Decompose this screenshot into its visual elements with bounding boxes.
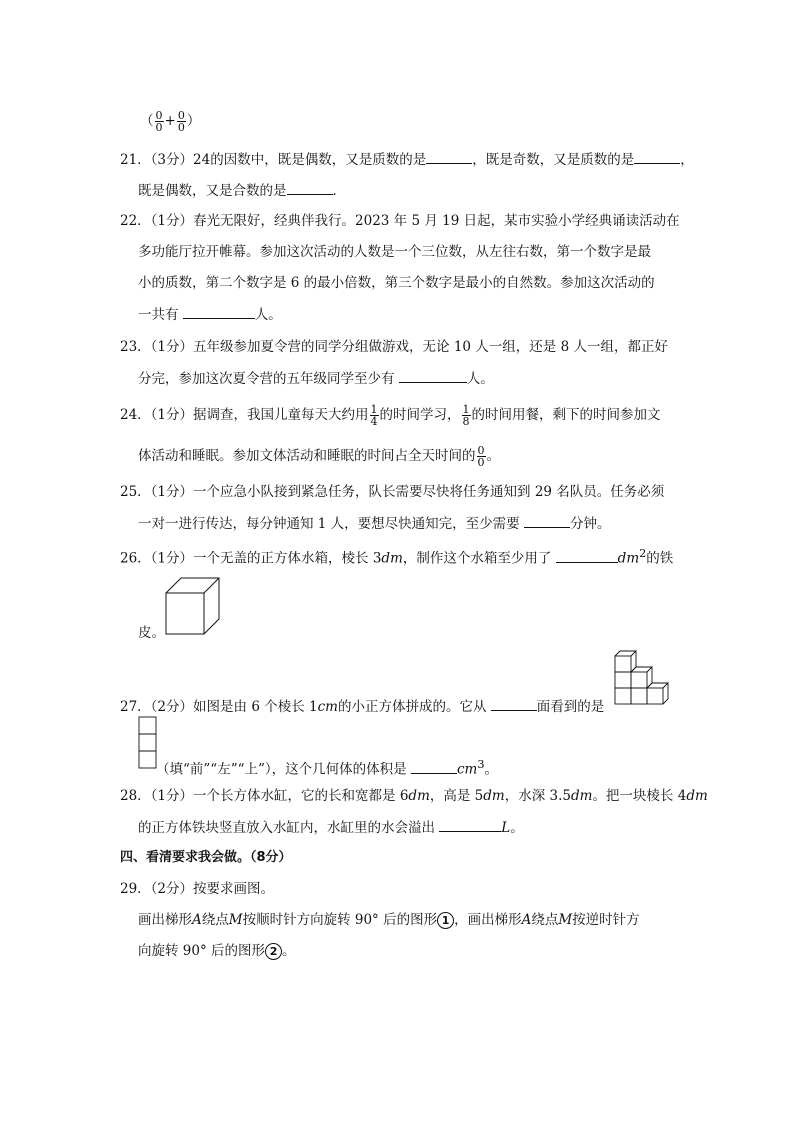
question-number: 21．（3分）: [120, 152, 194, 168]
fraction: $\frac{0}{0}$: [155, 109, 163, 134]
question-29-line-1: 29．（2分）按要求画图。: [120, 881, 275, 897]
question-25-line-1: 25．（1分）一个应急小队接到紧急任务，队长需要尽快将任务通知到 29 名队员。任务必须: [120, 484, 665, 500]
question-25-line-2: 一对一进行传达，每分钟通知 1 人，要想尽快通知完，至少需要 分钟。: [138, 516, 611, 532]
question-26-line-2: 皮。: [138, 625, 165, 641]
open-cube-figure: [165, 576, 221, 636]
answer-blank[interactable]: [399, 369, 467, 383]
fraction: $\frac{1}{8}$: [462, 403, 470, 428]
question-26-line-1: 26．（1分）一个无盖的正方体水箱，棱长 3dm，制作这个水箱至少用了 $dm^2$的铁: [120, 547, 674, 567]
circled-number: 2: [265, 943, 282, 960]
cube-stack-figure: [614, 650, 676, 708]
question-27-line-2: （填“前”“左”“上”），这个几何体的体积是 $cm^3$。: [156, 758, 499, 778]
question-number: 27．（2分）: [120, 699, 194, 715]
fraction: $\frac{0}{0}$: [177, 109, 185, 134]
answer-blank[interactable]: [524, 514, 570, 528]
question-27-line-1: 27．（2分）如图是由 6 个棱长 1cm的小正方体拼成的。它从 面看到的是: [120, 699, 605, 715]
question-28-line-1: 28．（1分）一个长方体水缸，它的长和宽都是 6dm，高是 5dm，水深 3.5dm。把一块棱长 4dm: [120, 788, 708, 804]
question-number: 24．（1分）: [120, 407, 194, 423]
view-figure-column: [138, 716, 158, 772]
question-28-line-2: 的正方体铁块竖直放入水缸内，水缸里的水会溢出 L。: [138, 820, 524, 836]
answer-blank[interactable]: [183, 305, 255, 319]
question-21-line-1: 21．（3分）24的因数中，既是偶数，又是质数的是 ，既是奇数，又是质数的是 ，: [120, 152, 694, 168]
answer-blank[interactable]: [426, 150, 472, 164]
section-4-heading: 四、看清要求我会做。（8分）: [120, 850, 292, 865]
question-number: 23．（1分）: [120, 339, 194, 355]
question-22-line-1: 22．（1分）春光无限好，经典伴我行。2023 年 5 月 19 日起，某市实验小学经典诵读活动在: [120, 213, 680, 229]
question-23-line-2: 分完，参加这次夏令营的五年级同学至少有 人。: [138, 371, 494, 387]
question-number: 22．（1分）: [120, 213, 194, 229]
answer-blank[interactable]: [439, 818, 501, 832]
question-number: 25．（1分）: [120, 484, 194, 500]
top-fraction-expression: （ $\frac{0}{0}$ + $\frac{0}{0}$ ）: [140, 109, 201, 134]
answer-blank[interactable]: [491, 697, 537, 711]
question-number: 29．（2分）: [120, 881, 194, 897]
question-number: 28．（1分）: [120, 788, 194, 804]
fraction: $\frac{0}{0}$: [477, 444, 485, 469]
question-number: 26．（1分）: [120, 550, 194, 567]
circled-number: 1: [437, 912, 454, 929]
answer-blank[interactable]: [634, 150, 680, 164]
question-22-line-2: 多功能厅拉开帷幕。参加这次活动的人数是一个三位数，从左往右数，第一个数字是最: [138, 244, 651, 260]
question-21-line-2: 既是偶数，又是合数的是 ．: [138, 183, 346, 199]
question-29-line-2: 画出梯形A绕点M按顺时针方向旋转 90° 后的图形 1 ，画出梯形A绕点M按逆时针方: [138, 912, 640, 928]
question-22-line-3: 小的质数，第二个数字是 6 的最小倍数，第三个数字是最小的自然数。参加这次活动的: [138, 275, 655, 291]
question-29-line-3: 向旋转 90° 后的图形 2 。: [138, 943, 296, 959]
question-22-line-4: 一共有 人。: [138, 307, 282, 323]
question-24-line-1: 24．（1分）据调查，我国儿童每天大约用 $\frac{1}{4}$ 的时间学习， $\frac{1}{8}$ 的时间用餐，剩下的时间参加文: [120, 403, 661, 428]
fraction: $\frac{1}{4}$: [370, 403, 378, 428]
answer-blank[interactable]: [411, 760, 457, 774]
question-23-line-1: 23．（1分）五年级参加夏令营的同学分组做游戏，无论 10 人一组，还是 8 人一组，都正好: [120, 339, 668, 355]
answer-blank[interactable]: [556, 549, 618, 563]
answer-blank[interactable]: [287, 181, 333, 195]
question-24-line-2: 体活动和睡眠。参加文体活动和睡眠的时间占全天时间的 $\frac{0}{0}$ 。: [138, 444, 500, 469]
